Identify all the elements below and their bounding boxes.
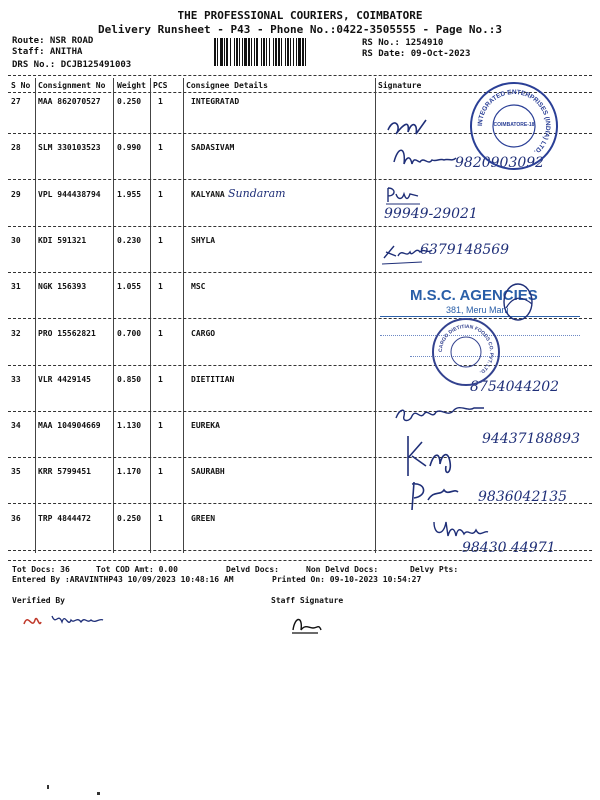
company-name: THE PROFESSIONAL COURIERS, COIMBATORE (177, 9, 423, 22)
row-pcs: 1 (158, 235, 163, 245)
col-signature: Signature (378, 81, 422, 90)
row-divider (8, 550, 592, 551)
row-divider (8, 411, 592, 412)
row-weight: 0.700 (117, 328, 142, 338)
row-consignee: MSC (191, 282, 206, 292)
row-sno: 36 (11, 513, 21, 523)
row-weight: 1.955 (117, 189, 142, 199)
row-sno: 30 (11, 235, 21, 245)
row-consignment-no: KRR 5799451 (38, 467, 91, 477)
msc-stamp-rule (380, 316, 580, 317)
verified-by-label: Verified By (12, 596, 65, 605)
row-weight: 1.170 (117, 467, 142, 477)
non-delivered-docs: Non Delvd Docs: (306, 565, 379, 574)
row-consignee: KALYANA (191, 189, 225, 199)
row-pcs: 1 (158, 421, 163, 431)
row-handwritten-phone: 6379148569 (420, 241, 510, 258)
col-divider (150, 78, 151, 553)
row-pcs: 1 (158, 189, 163, 199)
row-35-signature (408, 476, 478, 512)
row-consignee: CARGO (191, 328, 216, 338)
row-34-signature (400, 432, 490, 478)
delivered-docs: Delvd Docs: (226, 565, 279, 574)
row-consignee: SADASIVAM (191, 143, 235, 153)
row-31-signature (496, 280, 546, 326)
row-pcs: 1 (158, 328, 163, 338)
row-handwritten-phone: 8754044202 (470, 378, 560, 395)
col-consignment: Consignment No (38, 81, 106, 90)
row-divider (8, 272, 592, 273)
row-handwritten-phone: 9820903092 (455, 155, 545, 172)
row-consignee: EUREKA (191, 421, 220, 431)
row-pcs: 1 (158, 467, 163, 477)
row-weight: 1.130 (117, 421, 142, 431)
entered-by: Entered By :ARAVINTHP43 10/09/2023 10:48:16 AM (12, 575, 234, 584)
staff-signature-label: Staff Signature (271, 596, 344, 605)
route-label: Route: NSR ROAD (12, 36, 94, 46)
row-divider (8, 503, 592, 504)
row-consignee: SHYLA (191, 235, 216, 245)
col-divider (183, 78, 184, 553)
row-weight: 1.055 (117, 282, 142, 292)
row-sno: 33 (11, 374, 21, 384)
staff-signature (287, 610, 327, 636)
scan-speck (97, 792, 100, 795)
row-sno: 31 (11, 282, 21, 292)
cargo-stamp-ring-text: CARGO DIETITIAN FOODS CO. PVT. LTD. (437, 323, 495, 376)
row-consignment-no: PRO 15562821 (38, 328, 96, 338)
row-28-signature (390, 138, 500, 174)
header-top-rule (8, 75, 592, 76)
row-27-signature (384, 104, 444, 140)
staff-label: Staff: ANITHA (12, 47, 83, 57)
row-divider (8, 365, 592, 366)
row-29-signature (384, 184, 424, 206)
integrated-stamp-ring-text: INTEGRATED ENTERPRISES (INDIA) LTD. (476, 88, 552, 156)
row-divider (8, 226, 592, 227)
row-33-signature (392, 398, 502, 426)
row-consignee: DIETITIAN (191, 374, 235, 384)
row-30-signature (380, 238, 450, 268)
drs-number: DRS No.: DCJB125491003 (12, 60, 132, 70)
row-consignment-no: MAA 862070527 (38, 97, 101, 106)
integrated-stamp-center: COIMBATORE-18 (493, 122, 535, 128)
row-consignment-no: NGK 156393 (38, 282, 87, 292)
row-consignment-no: VPL 944438794 (38, 189, 101, 199)
rs-number: RS No.: 1254910 (362, 38, 444, 48)
row-consignment-no: KDI 591321 (38, 235, 87, 245)
msc-stamp-name: M.S.C. AGENCIES (410, 287, 538, 304)
col-pcs: PCS (153, 81, 168, 90)
row-sno: 32 (11, 328, 21, 338)
row-pcs: 1 (158, 143, 163, 153)
rs-date: RS Date: 09-Oct-2023 (362, 49, 471, 59)
row-consignment-no: SLM 330103523 (38, 143, 101, 153)
row-sno: 34 (11, 421, 21, 431)
col-divider (375, 78, 376, 553)
col-weight: Weight (117, 81, 146, 90)
runsheet-subtitle: Delivery Runsheet - P43 - Phone No.:0422-3505555 - Page No.:3 (98, 23, 502, 36)
col-consignee: Consignee Details (186, 81, 268, 90)
row-sno: 35 (11, 467, 21, 477)
row-weight: 0.230 (117, 235, 142, 245)
delivery-points: Delvy Pts: (410, 565, 459, 574)
row-sno: 29 (11, 189, 21, 199)
row-divider (8, 457, 592, 458)
row-consignee: GREEN (191, 513, 216, 523)
row-consignment-no: TRP 4844472 (38, 513, 91, 523)
row-36-signature (430, 516, 530, 542)
row-weight: 0.250 (117, 513, 142, 523)
row-sno: 27 (11, 97, 21, 106)
row-divider (8, 179, 592, 180)
row-consignment-no: VLR 4429145 (38, 374, 91, 384)
row-weight: 0.990 (117, 143, 142, 153)
col-divider (113, 78, 114, 553)
row-weight: 0.850 (117, 374, 142, 384)
row-consignment-no: MAA 104904669 (38, 421, 101, 431)
row-pcs: 1 (158, 97, 163, 106)
row-pcs: 1 (158, 282, 163, 292)
total-docs: Tot Docs: 36 (12, 565, 70, 574)
printed-on: Printed On: 09-10-2023 10:54:27 (272, 575, 422, 584)
row-handwritten-name: Sundaram (228, 186, 286, 200)
verified-signature (18, 602, 128, 634)
barcode (214, 38, 354, 66)
row-handwritten-phone: 99949-29021 (384, 205, 478, 222)
row-pcs: 1 (158, 374, 163, 384)
footer-rule (8, 560, 592, 561)
row-sno: 28 (11, 143, 21, 153)
scan-speck (47, 785, 49, 789)
col-sno: S No (11, 81, 31, 90)
row-handwritten-phone: 9836042135 (478, 489, 568, 506)
row-handwritten-phone: 98430 44971 (462, 539, 556, 556)
row-consignee: SAURABH (191, 467, 225, 477)
svg-text:CARGO DIETITIAN FOODS CO. PVT. (438, 324, 494, 376)
msc-stamp-address: 381, Meru Mani (446, 305, 509, 315)
row-handwritten-phone: 94437188893 (482, 431, 580, 448)
row-weight: 0.250 (117, 97, 142, 106)
row-pcs: 1 (158, 513, 163, 523)
cargo-stamp (432, 318, 500, 386)
total-cod-amount: Tot COD Amt: 0.00 (96, 565, 178, 574)
row-consignee: INTEGRATAD (191, 97, 240, 106)
col-divider (35, 78, 36, 553)
